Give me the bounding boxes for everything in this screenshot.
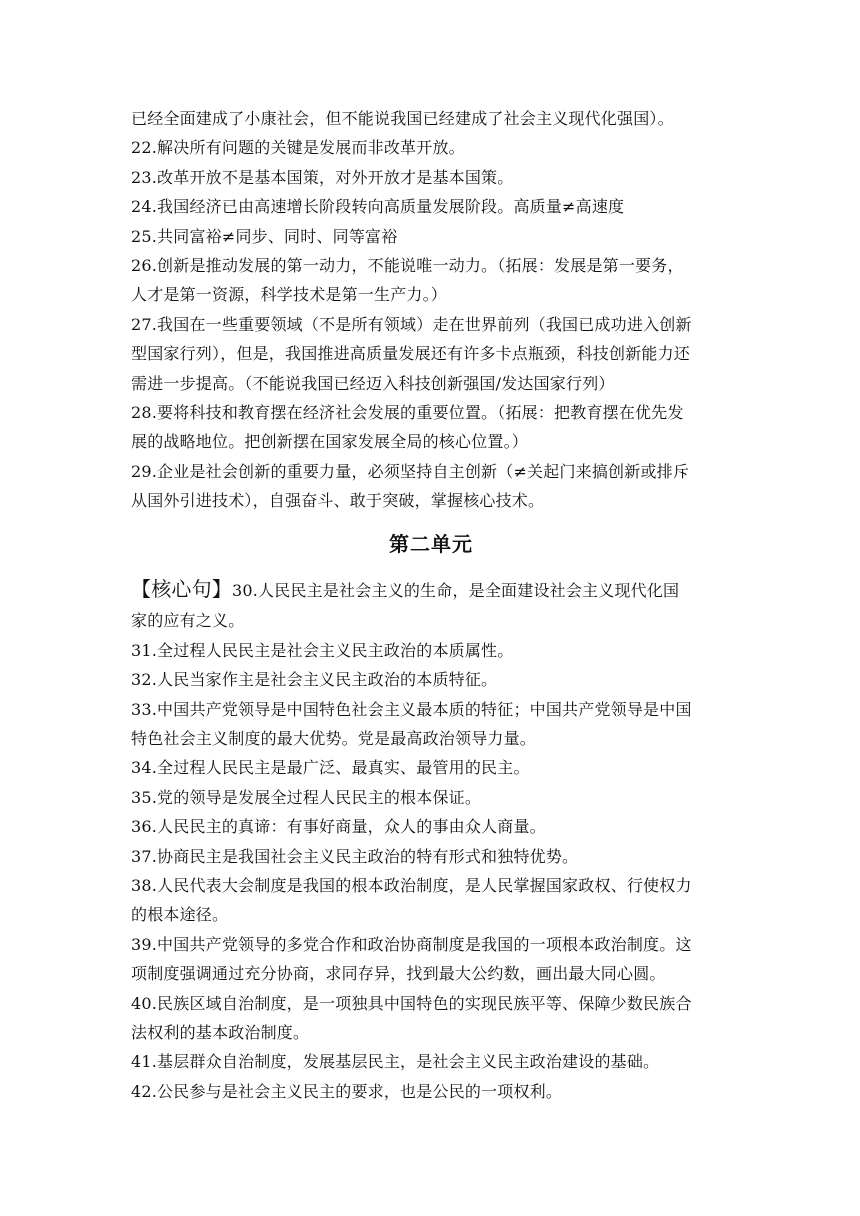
text-line: 37.协商民主是我国社会主义民主政治的特有形式和独特优势。 xyxy=(131,846,579,866)
text-line: 40.民族区域自治制度，是一项独具中国特色的实现民族平等、保障少数民族合 xyxy=(131,993,692,1013)
unit1-section xyxy=(131,104,731,515)
text-line: 41.基层群众自治制度，发展基层民主，是社会主义民主政治建设的基础。 xyxy=(131,1052,660,1072)
text-line: 28.要将科技和教育摆在经济社会发展的重要位置。（拓展：把教育摆在优先发 xyxy=(131,402,684,422)
text-line: 型国家行列），但是，我国推进高质量发展还有许多卡点瓶颈，科技创新能力还 xyxy=(131,344,691,364)
text-line: 从国外引进技术），自强奋斗、敢于突破，掌握核心技术。 xyxy=(131,491,545,511)
unit2-heading: 第二单元 xyxy=(389,532,473,557)
text-line: 42.公民参与是社会主义民主的要求，也是公民的一项权利。 xyxy=(131,1081,563,1101)
text-line: 展的战略地位。把创新摆在国家发展全局的核心位置。） xyxy=(131,432,529,452)
text-line: 39.中国共产党领导的多党合作和政治协商制度是我国的一项根本政治制度。这 xyxy=(131,934,692,954)
text-line: 22.解决所有问题的关键是发展而非改革开放。 xyxy=(131,138,465,158)
text-line: 38.人民代表大会制度是我国的根本政治制度，是人民掌握国家政权、行使权力 xyxy=(131,875,692,895)
text-line: 29.企业是社会创新的重要力量，必须坚持自主创新（≠关起门来搞创新或排斥 xyxy=(131,461,690,481)
text-line: 家的应有之义。 xyxy=(131,611,245,631)
text-line: 23.改革开放不是基本国策，对外开放才是基本国策。 xyxy=(131,167,514,187)
text-line: 27.我国在一些重要领域（不是所有领域）走在世界前列（我国已成功进入创新 xyxy=(131,314,692,334)
text-line: 24.我国经济已由高速增长阶段转向高质量发展阶段。高质量≠高速度 xyxy=(131,197,625,217)
text-line: 需进一步提高。（不能说我国已经迈入科技创新强国/发达国家行列） xyxy=(131,373,615,393)
core-sentence-line xyxy=(131,573,731,606)
text-line: 31.全过程人民民主是社会主义民主政治的本质属性。 xyxy=(131,640,514,660)
text-line: 34.全过程人民民主是最广泛、最真实、最管用的民主。 xyxy=(131,758,530,778)
text-line: 33.中国共产党领导是中国特色社会主义最本质的特征；中国共产党领导是中国 xyxy=(131,699,692,719)
text-line: 36.人民民主的真谛：有事好商量，众人的事由众人商量。 xyxy=(131,817,546,837)
text-line: 35.党的领导是发展全过程人民民主的根本保证。 xyxy=(131,787,482,807)
text-line: 法权利的基本政治制度。 xyxy=(131,1022,310,1042)
text-line: 特色社会主义制度的最大优势。党是最高政治领导力量。 xyxy=(131,729,537,749)
text-line: 32.人民当家作主是社会主义民主政治的本质特征。 xyxy=(131,670,498,690)
text-line: 30.人民民主是社会主义的生命，是全面建设社会主义现代化国 xyxy=(232,581,680,601)
unit2-section xyxy=(131,573,731,1106)
text-line: 的根本途径。 xyxy=(131,905,229,925)
text-line: 25.共同富裕≠同步、同时、同等富裕 xyxy=(131,226,398,246)
text-line: 26.创新是推动发展的第一动力，不能说唯一动力。（拓展：发展是第一要务， xyxy=(131,255,684,275)
text-line: 已经全面建成了小康社会，但不能说我国已经建成了社会主义现代化强国）。 xyxy=(131,109,674,128)
text-line: 项制度强调通过充分协商，求同存异，找到最大公约数，画出最大同心圆。 xyxy=(131,964,666,984)
document-body xyxy=(131,104,731,1106)
text-line: 人才是第一资源，科学技术是第一生产力。） xyxy=(131,285,448,305)
core-sentence-label: 【核心句】 xyxy=(131,577,232,602)
